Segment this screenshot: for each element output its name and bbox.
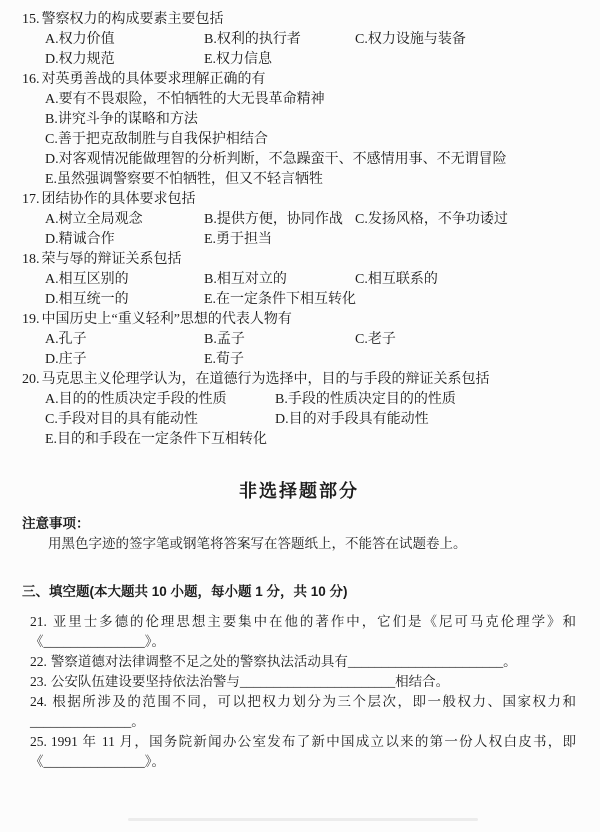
option-c: C.老子 — [355, 332, 396, 347]
mc-question-16 — [22, 70, 576, 190]
options-row — [22, 390, 576, 410]
question-line — [30, 652, 576, 672]
options-spacer — [355, 290, 576, 310]
options-row — [22, 210, 576, 230]
question-line — [30, 732, 576, 752]
fill-question-25 — [30, 732, 576, 772]
option-c: C.权力设施与装备 — [355, 32, 466, 47]
question-stem — [22, 10, 576, 30]
options-row — [22, 410, 576, 430]
option-e: E.荀子 — [204, 352, 245, 367]
question-stem — [22, 70, 576, 90]
mc-question-15 — [22, 10, 576, 70]
option-d: D.权力规范 — [45, 52, 115, 67]
option-b: B.孟子 — [204, 332, 245, 347]
question-number: 19. — [22, 312, 40, 327]
option-d: D.目的对手段具有能动性 — [275, 412, 429, 427]
option-b: B.讲究斗争的谋略和方法 — [45, 112, 198, 127]
question-line — [30, 612, 576, 632]
question-number: 24. — [30, 694, 47, 709]
question-number: 16. — [22, 72, 40, 87]
option-c: C.善于把克敌制胜与自我保护相结合 — [45, 132, 268, 147]
option-e: E.虽然强调警察要不怕牺牲，但又不轻言牺牲 — [45, 172, 324, 187]
fill-question-21 — [30, 612, 576, 652]
question-text: 1991 年 11 月，国务院新闻办公室发布了新中国成立以来的第一份人权白皮书，即 — [50, 734, 576, 749]
question-line — [30, 692, 576, 712]
answer-blank-line: 《_______________》。 — [30, 634, 165, 649]
question-text: 中国历史上“重义轻利”思想的代表人物有 — [41, 312, 292, 327]
option-a: A.树立全局观念 — [45, 212, 143, 227]
question-number: 17. — [22, 192, 40, 207]
question-stem — [22, 310, 576, 330]
fill-question-24 — [30, 692, 576, 732]
option-d: D.相互统一的 — [45, 292, 129, 307]
option-a: A.要有不畏艰险，不怕牺牲的大无畏革命精神 — [45, 92, 325, 107]
section-title: 非选择题部分 — [239, 481, 359, 501]
options-row — [22, 350, 576, 370]
options-row — [22, 50, 576, 70]
options-row — [22, 30, 576, 50]
option-b: B.相互对立的 — [204, 272, 287, 287]
mc-question-19 — [22, 310, 576, 370]
notes-title: 注意事项： — [22, 516, 90, 531]
option-a: A.权力价值 — [45, 32, 115, 47]
option-b: B.提供方便，协同作战 — [204, 212, 343, 227]
question-text: 亚里士多德的伦理思想主要集中在他的著作中，它们是《尼可马克伦理学》和 — [50, 614, 576, 629]
options-row — [22, 110, 576, 130]
option-d: D.精诚合作 — [45, 232, 115, 247]
fill-question-23 — [30, 672, 576, 692]
option-c: C.发扬风格，不争功诿过 — [355, 212, 508, 227]
question-text: 警察道德对法律调整不足之处的警察执法活动具有_______________________。 — [50, 654, 517, 669]
question-text: 团结协作的具体要求包括 — [41, 192, 196, 207]
options-spacer — [355, 350, 576, 370]
question-line — [30, 672, 576, 692]
options-row — [22, 150, 576, 170]
options-spacer — [355, 230, 576, 250]
fill-question-22 — [30, 652, 576, 672]
question-number: 18. — [22, 252, 40, 267]
options-row — [22, 430, 576, 450]
option-a: A.孔子 — [45, 332, 87, 347]
option-e: E.目的和手段在一定条件下互相转化 — [45, 432, 268, 447]
option-a: A.相互区别的 — [45, 272, 129, 287]
question-number: 15. — [22, 12, 40, 27]
option-c: C.相互联系的 — [355, 272, 438, 287]
question-text: 根据所涉及的范围不同，可以把权力划分为三个层次，即一般权力、国家权力和 — [50, 694, 576, 709]
options-row — [22, 170, 576, 190]
options-row — [22, 230, 576, 250]
question-text: 警察权力的构成要素主要包括 — [41, 12, 224, 27]
fill-section — [30, 612, 576, 772]
options-row — [22, 270, 576, 290]
question-number: 22. — [30, 654, 47, 669]
question-stem — [22, 190, 576, 210]
options-spacer — [355, 50, 576, 70]
options-row — [22, 330, 576, 350]
question-number: 23. — [30, 674, 47, 689]
question-number: 25. — [30, 734, 47, 749]
question-text: 对英勇善战的具体要求理解正确的有 — [41, 72, 266, 87]
question-text: 荣与辱的辩证关系包括 — [41, 252, 182, 267]
option-e: E.勇于担当 — [204, 232, 273, 247]
option-d: D.庄子 — [45, 352, 87, 367]
option-e: E.在一定条件下相互转化 — [204, 292, 357, 307]
notes-body: 用黑色字迹的签字笔或钢笔将答案写在答题纸上，不能答在试题卷上。 — [48, 536, 467, 551]
options-row — [22, 290, 576, 310]
options-row — [22, 90, 576, 110]
mc-question-18 — [22, 250, 576, 310]
multiple-choice-section — [22, 10, 576, 450]
question-text: 马克思主义伦理学认为，在道德行为选择中，目的与手段的辩证关系包括 — [41, 372, 490, 387]
answer-blank-line: 《_______________》。 — [30, 754, 165, 769]
fill-section-title: 三、填空题(本大题共 10 小题，每小题 1 分，共 10 分) — [22, 584, 348, 599]
option-b: B.权利的执行者 — [204, 32, 301, 47]
mc-question-17 — [22, 190, 576, 250]
question-stem — [22, 250, 576, 270]
answer-blank-line: _______________。 — [30, 714, 145, 729]
question-text: 公安队伍建设要坚持依法治警与_______________________相结合。 — [50, 674, 450, 689]
question-number: 21. — [30, 614, 47, 629]
option-c: C.手段对目的具有能动性 — [45, 412, 198, 427]
option-a: A.目的的性质决定手段的性质 — [45, 392, 227, 407]
question-stem — [22, 370, 576, 390]
scan-shadow-artifact — [128, 818, 478, 821]
question-number: 20. — [22, 372, 40, 387]
option-b: B.手段的性质决定目的的性质 — [275, 392, 456, 407]
mc-question-20 — [22, 370, 576, 450]
options-row — [22, 130, 576, 150]
option-e: E.权力信息 — [204, 52, 273, 67]
option-d: D.对客观情况能做理智的分析判断，不急躁蛮干、不感情用事、不无谓冒险 — [45, 152, 507, 167]
